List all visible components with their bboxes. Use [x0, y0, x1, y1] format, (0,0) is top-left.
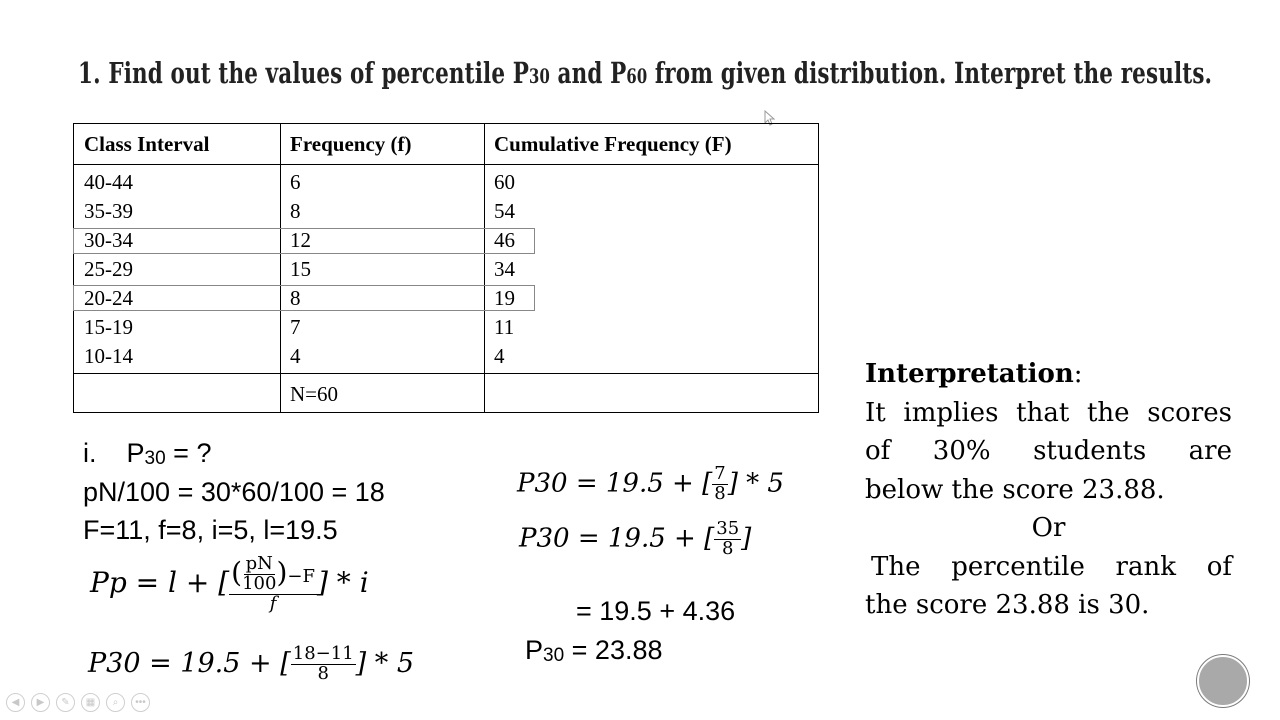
slide-decoration-circle — [1197, 655, 1249, 707]
interpretation-line: of 30% students are — [865, 436, 1232, 466]
table-cell: 30-34 — [84, 228, 133, 252]
table-cell: 7 — [290, 315, 301, 339]
table-cell: 46 — [494, 228, 515, 252]
column-divider — [484, 124, 485, 412]
percentile-formula: Pp = l + [ ( $\frac{pN}{100}$ )−F f ] * i — [90, 553, 369, 614]
total-n: N=60 — [290, 382, 339, 406]
final-result: $P_{30} = 23.88$ — [525, 635, 663, 666]
zoom-icon[interactable]: ⌕ — [106, 693, 125, 712]
substitution-2: P30 = 19.5 + [ $\frac{7}{8}$ ] * 5 — [517, 463, 784, 504]
slide-nav-toolbar — [6, 693, 150, 712]
table-cell: 10-14 — [84, 344, 133, 368]
header-class-interval: Class Interval — [84, 132, 210, 156]
interpretation-heading: Interpretation: — [865, 359, 1083, 389]
more-icon[interactable]: ••• — [131, 693, 150, 712]
table-cell: 34 — [494, 257, 515, 281]
table-cell: 8 — [290, 286, 301, 310]
slide-title: 1. Find out the values of percentile P30 and P60 from given distribution. Interpret the results. — [78, 56, 1213, 90]
interpretation-or: Or — [1031, 513, 1066, 543]
substitution-1: P30 = 19.5 + [ $\frac{18-11}{8}$ ] * 5 — [88, 643, 415, 684]
interpretation-line: It implies that the scores — [865, 397, 1232, 428]
table-cell: 19 — [494, 286, 515, 310]
table-cell: 60 — [494, 170, 515, 194]
table-cell: 6 — [290, 170, 301, 194]
table-cell: 40-44 — [84, 170, 133, 194]
table-cell: 4 — [494, 344, 505, 368]
table-cell: 12 — [290, 228, 311, 252]
interpretation-line: The percentile rank of — [871, 551, 1232, 582]
substitution-3: P30 = 19.5 + [ $\frac{35}{8}$ ] — [519, 518, 752, 559]
table-footer — [74, 373, 818, 414]
pen-icon[interactable]: ✎ — [56, 693, 75, 712]
prev-icon[interactable]: ◀ — [6, 693, 25, 712]
table-cell: 54 — [494, 199, 515, 223]
column-divider — [280, 124, 281, 412]
table-cell: 15 — [290, 257, 311, 281]
table-cell: 15-19 — [84, 315, 133, 339]
table-cell: 20-24 — [84, 286, 133, 310]
pn-calculation: pN/100 = 30*60/100 = 18 — [83, 477, 385, 507]
interpretation-block — [865, 355, 1232, 625]
next-icon[interactable]: ▶ — [31, 693, 50, 712]
step-label: i. $P_{30}$ = ? — [83, 438, 212, 469]
header-frequency: Frequency (f) — [290, 132, 412, 156]
header-cumulative-frequency: Cumulative Frequency (F) — [494, 132, 732, 156]
table-cell: 8 — [290, 199, 301, 223]
table-cell: 11 — [494, 315, 515, 339]
frequency-table — [73, 123, 819, 413]
sum-line: = 19.5 + 4.36 — [576, 596, 736, 626]
interpretation-line: below the score 23.88. — [865, 474, 1165, 505]
given-values: F=11, f=8, i=5, l=19.5 — [83, 515, 338, 545]
table-cell: 25-29 — [84, 257, 133, 281]
slides-icon[interactable]: ▦ — [81, 693, 100, 712]
table-cell: 35-39 — [84, 199, 133, 223]
highlight-row-20-24 — [73, 285, 535, 311]
table-cell: 4 — [290, 344, 301, 368]
interpretation-line: the score 23.88 is 30. — [865, 590, 1150, 620]
